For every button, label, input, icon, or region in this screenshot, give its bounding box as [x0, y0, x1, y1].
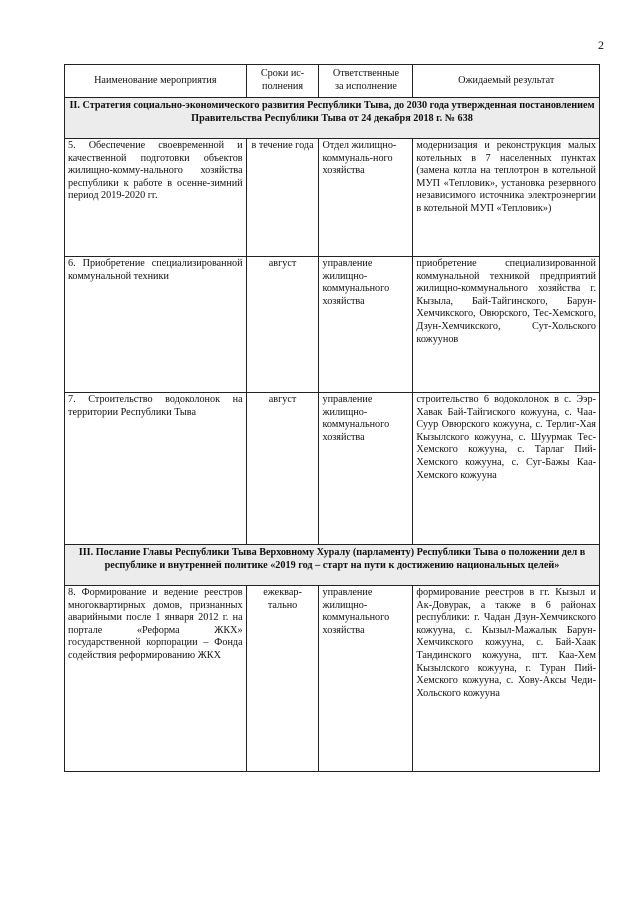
cell-result: формирование реестров в гг. Кызыл и Ак-Довурак, а также в 6 районах республики: г. Чадан Дзун-Хемчикского кожууна, с. Кызыл-Мажалык Барун-Хемчикского кожууна, с. Бай-Хаак Тандинского кожууна, пгт. Каа-Хем Кызылского кожууна, г. Туран Пий-Хемского кожууна, с. Хову-Аксы Чеди-Хольского кожууна	[413, 586, 600, 772]
cell-responsible: управление жилищно-коммунального хозяйства	[319, 393, 413, 545]
measures-table	[64, 64, 600, 772]
cell-result: строительство 6 водоколонок в с. Ээр-Хавак Бай-Тайгиского кожууна, с. Чаа-Суур Овюрского кожууна, с. Терлиг-Хая Кызылского кожууна, с. Шуурмак Тес-Хемского кожууна, с. Тарлаг Пий-Хемского кожууна, с. Суг-Бажы Каа-Хемского кожууна	[413, 393, 600, 545]
section-heading-row	[65, 545, 600, 586]
cell-result: модернизация и реконструкция малых котельных в 7 населенных пунктах (замена котла на теплотрон в котельной МУП «Тепловик», установка резервного независимого источника электроэнергии в котельной МУП «Тепловик»)	[413, 139, 600, 257]
section-title: III. Послание Главы Республики Тыва Верховному Хуралу (парламенту) Республики Тыва о положении дел в республике и внутренней политике «2019 год – старт на пути к достижению национальных целей»	[65, 545, 600, 586]
cell-task: 6. Приобретение специализированной коммунальной техники	[65, 257, 247, 393]
cell-result: приобретение специализированной коммунальной техникой предприятий жилищно-коммунального хозяйства г. Кызыла, Бай-Тайгинского, Барун-Хемчикского, Овюрского, Тес-Хемского, Дзун-Хемчикского, Сут-Хольского кожуунов	[413, 257, 600, 393]
cell-task: 8. Формирование и ведение реестров многоквартирных домов, признанных аварийными после 1 января 2012 г. на портале «Реформа ЖКХ» государственной корпорации – Фонда содействия реформированию ЖКХ	[65, 586, 247, 772]
table-row	[65, 257, 600, 393]
table-row	[65, 393, 600, 545]
cell-term: август	[246, 393, 319, 545]
table-row	[65, 139, 600, 257]
cell-task: 5. Обеспечение своевременной и качественной подготовки объектов жилищно-комму-нального хозяйства республики к работе в осенне-зимний период 2019-2020 гг.	[65, 139, 247, 257]
header-deadline: Сроки ис- полнения	[246, 65, 319, 98]
cell-term: в течение года	[246, 139, 319, 257]
cell-term: ежеквар-тально	[246, 586, 319, 772]
table-row	[65, 586, 600, 772]
cell-responsible: управление жилищно-коммунального хозяйства	[319, 586, 413, 772]
section-title: II. Стратегия социально-экономического развития Республики Тыва, до 2030 года утвержденная постановлением Правительства Республики Тыва от 24 декабря 2018 г. № 638	[65, 98, 600, 139]
page-number: 2	[598, 38, 604, 52]
section-heading-row	[65, 98, 600, 139]
header-measure-name: Наименование мероприятия	[65, 65, 247, 98]
header-responsible: Ответственные за исполнение	[319, 65, 413, 98]
table-header-row	[65, 65, 600, 98]
cell-task: 7. Строительство водоколонок на территории Республики Тыва	[65, 393, 247, 545]
cell-term: август	[246, 257, 319, 393]
header-expected-result: Ожидаемый результат	[413, 65, 600, 98]
cell-responsible: управление жилищно-коммунального хозяйства	[319, 257, 413, 393]
cell-responsible: Отдел жилищно-коммуналь-ного хозяйства	[319, 139, 413, 257]
